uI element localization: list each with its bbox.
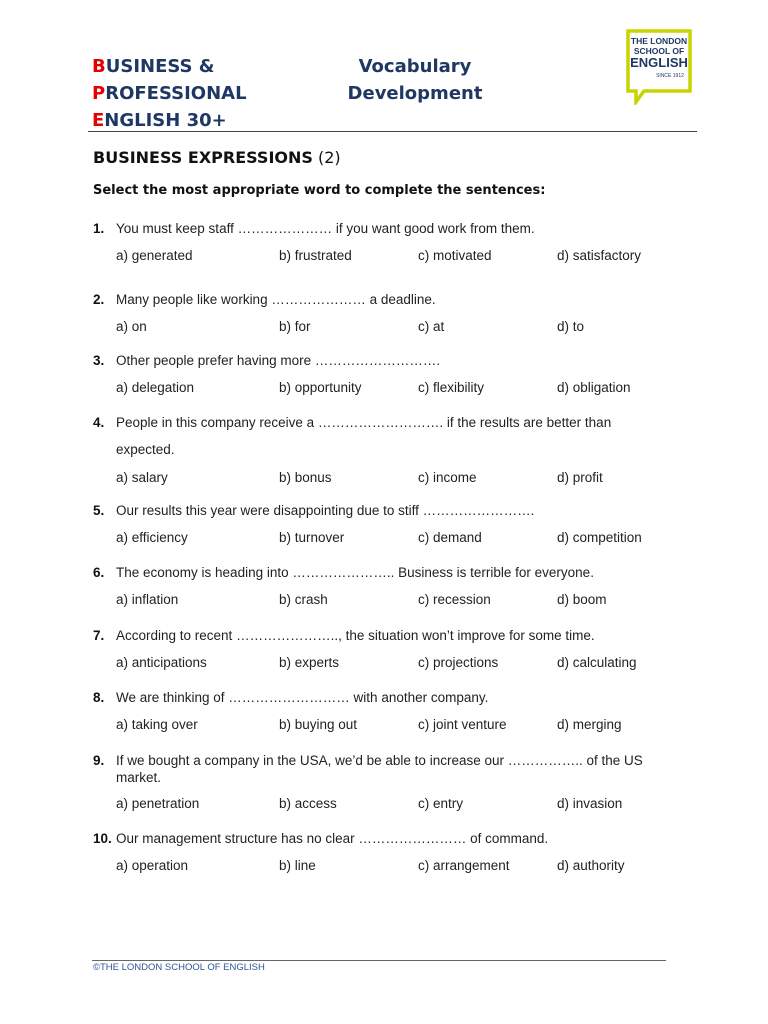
answer-option[interactable]: d) authority — [557, 858, 625, 873]
answer-option[interactable]: d) profit — [557, 470, 603, 485]
answer-option[interactable]: a) on — [116, 319, 147, 334]
question-number: 1. — [93, 221, 105, 236]
question-number: 8. — [93, 690, 105, 705]
answer-option[interactable]: a) anticipations — [116, 655, 207, 670]
answer-option[interactable]: c) demand — [418, 530, 482, 545]
answer-option[interactable]: c) entry — [418, 796, 464, 811]
answer-option[interactable]: b) crash — [279, 592, 328, 607]
question-number: 7. — [93, 628, 105, 643]
answer-option[interactable]: a) taking over — [116, 717, 198, 732]
course-title-line: PROFESSIONAL — [92, 83, 247, 104]
answer-option[interactable]: b) frustrated — [279, 248, 352, 263]
question-text: Many people like working ………………… a deadline. — [116, 292, 436, 307]
answer-option[interactable]: d) obligation — [557, 380, 631, 395]
svg-text:SCHOOL OF: SCHOOL OF — [633, 46, 685, 56]
answer-option[interactable]: b) access — [279, 796, 337, 811]
page-title: BUSINESS EXPRESSIONS (2) — [93, 148, 341, 167]
question-number: 10. — [93, 831, 112, 846]
answer-option[interactable]: a) operation — [116, 858, 189, 873]
course-title-line: ENGLISH 30+ — [92, 110, 227, 131]
worksheet-type: Vocabulary Development — [347, 56, 483, 104]
svg-text:ENGLISH: ENGLISH — [630, 55, 688, 70]
question-text: According to recent ………………….., the situation won’t improve for some time. — [116, 628, 595, 643]
answer-option[interactable]: b) for — [279, 319, 311, 334]
svg-text:THE LONDON: THE LONDON — [630, 36, 688, 46]
footer-divider — [92, 960, 666, 961]
question-number: 4. — [93, 415, 105, 430]
answer-option[interactable]: c) joint venture — [418, 717, 507, 732]
course-title — [92, 53, 247, 134]
answer-option[interactable]: b) buying out — [279, 717, 358, 732]
answer-option[interactable]: c) projections — [418, 655, 499, 670]
answer-option[interactable]: b) opportunity — [279, 380, 362, 395]
svg-text:SINCE 1912: SINCE 1912 — [656, 73, 684, 79]
answer-option[interactable]: a) generated — [116, 248, 193, 263]
document-header — [0, 0, 768, 140]
school-logo — [626, 29, 692, 105]
answer-option[interactable]: d) competition — [557, 530, 642, 545]
answer-option[interactable]: d) to — [557, 319, 585, 334]
answer-option[interactable]: d) satisfactory — [557, 248, 642, 263]
question-number: 3. — [93, 353, 105, 368]
question-text: The economy is heading into ………………….. Business is terrible for everyone. — [116, 565, 594, 580]
question-number: 6. — [93, 565, 105, 580]
question-number: 9. — [93, 753, 105, 768]
course-title-line: BUSINESS & — [92, 56, 215, 77]
answer-option[interactable]: a) efficiency — [116, 530, 188, 545]
answer-option[interactable]: d) invasion — [557, 796, 623, 811]
question-text: We are thinking of ……………………… with another company. — [116, 690, 489, 705]
answer-option[interactable]: a) delegation — [116, 380, 195, 395]
question-text: Our management structure has no clear …………………… of command. — [116, 831, 549, 846]
answer-option[interactable]: c) recession — [418, 592, 491, 607]
answer-option[interactable]: b) turnover — [279, 530, 345, 545]
question-number: 5. — [93, 503, 105, 518]
answer-option[interactable]: c) arrangement — [418, 858, 510, 873]
answer-option[interactable]: d) merging — [557, 717, 622, 732]
question-text: Other people prefer having more ………………………. — [116, 353, 441, 368]
answer-option[interactable]: a) inflation — [116, 592, 179, 607]
answer-option[interactable]: b) line — [279, 858, 316, 873]
answer-option[interactable]: d) boom — [557, 592, 607, 607]
answer-option[interactable]: a) penetration — [116, 796, 200, 811]
question-text: Our results this year were disappointing due to stiff ……………………. — [116, 503, 535, 518]
question-text: You must keep staff ………………… if you want good work from them. — [116, 221, 535, 236]
answer-option[interactable]: c) flexibility — [418, 380, 485, 395]
answer-option[interactable]: c) income — [418, 470, 477, 485]
answer-option[interactable]: a) salary — [116, 470, 168, 485]
question-text: People in this company receive a ………………………. if the results are better than expected. — [116, 415, 612, 457]
answer-option[interactable]: c) motivated — [418, 248, 492, 263]
footer-copyright: ©THE LONDON SCHOOL OF ENGLISH — [93, 962, 265, 973]
question-number: 2. — [93, 292, 105, 307]
header-divider — [88, 131, 697, 132]
instruction-text: Select the most appropriate word to complete the sentences: — [93, 183, 546, 198]
answer-option[interactable]: d) calculating — [557, 655, 637, 670]
answer-option[interactable]: b) bonus — [279, 470, 332, 485]
answer-option[interactable]: b) experts — [279, 655, 340, 670]
question-text: If we bought a company in the USA, we’d be able to increase our …………….. of the US market. — [116, 753, 643, 785]
answer-option[interactable]: c) at — [418, 319, 445, 334]
